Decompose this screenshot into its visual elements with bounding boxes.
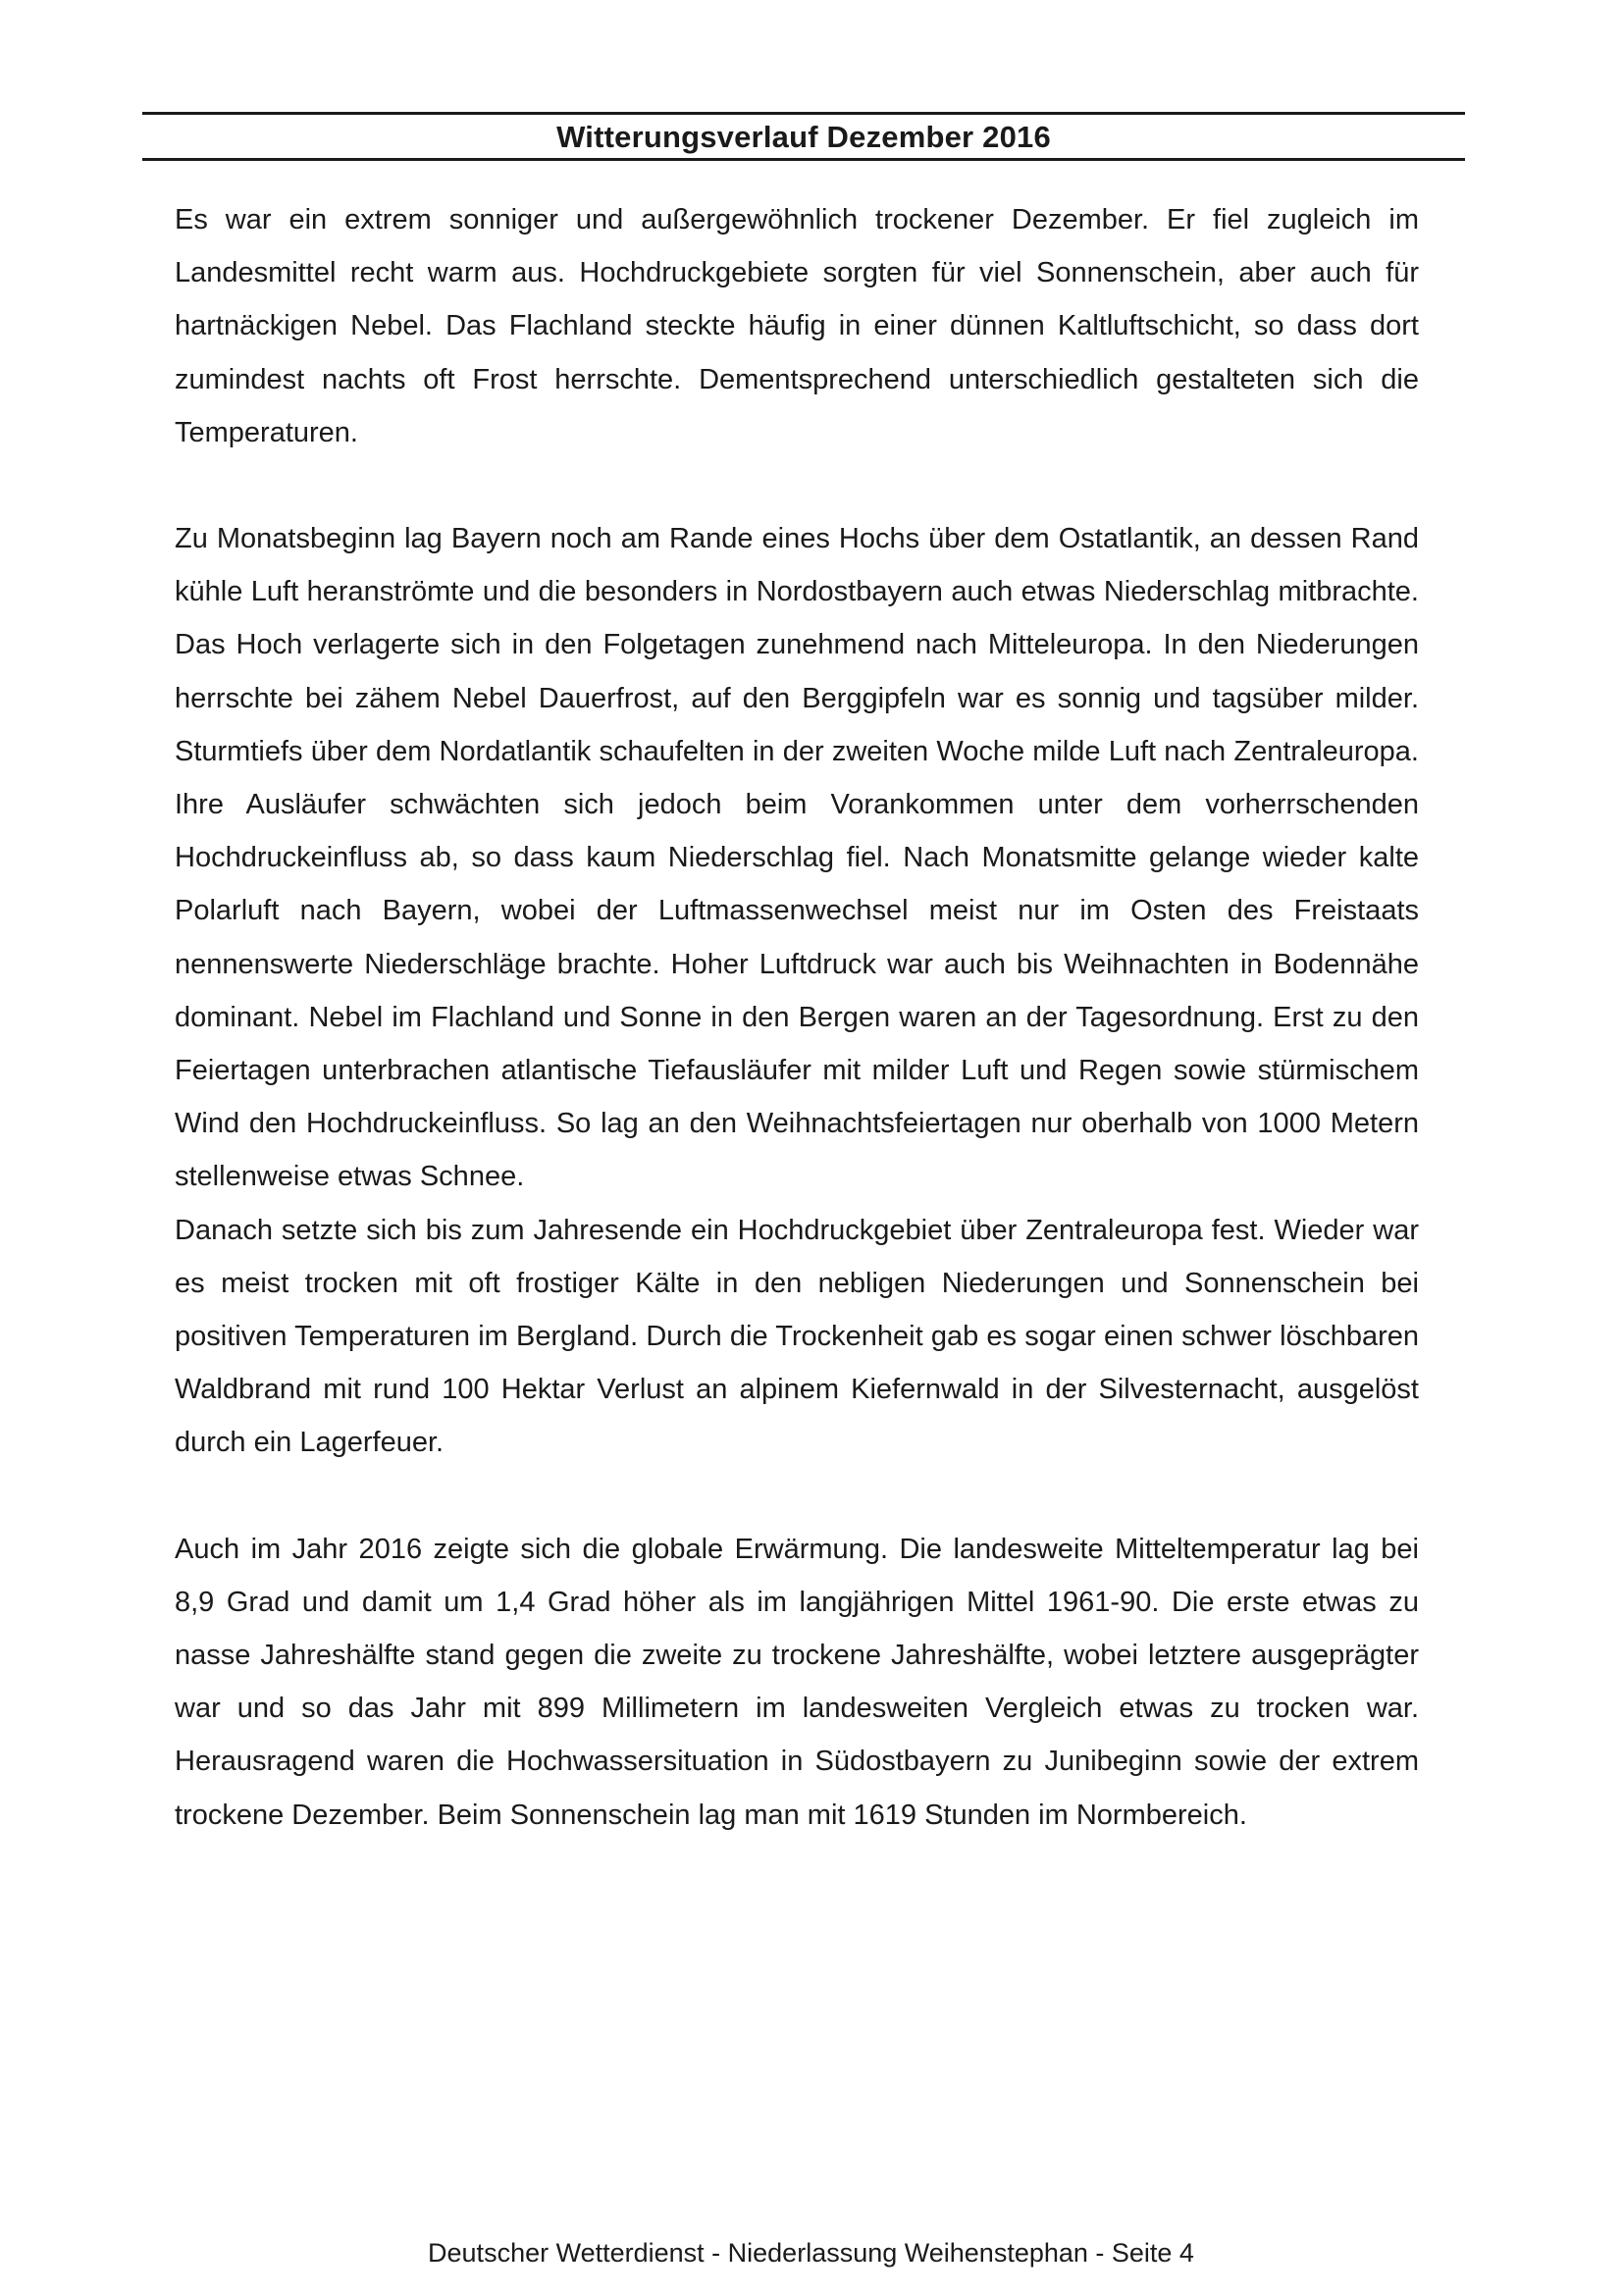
paragraph-month-course: Zu Monatsbeginn lag Bayern noch am Rande eines Hochs über dem Ostatlantik, an dessen Rand kühle Luft heranströmte und die besonders in Nordostbayern auch etwas Niederschlag mitbrachte. Das Hoch verlagerte sich in den Folgetagen zunehmend nach Mitteleuropa. In den Niederungen herrschte bei zähem Nebel Dauerfrost, auf den Berggipfeln war es sonnig und tagsüber milder. Sturmtiefs über dem Nordatlantik schaufelten in der zweiten Woche milde Luft nach Zentraleuropa. Ihre Ausläufer schwächten sich jedoch beim Vorankommen unter dem vorherrschenden Hochdruckeinfluss ab, so dass kaum Niederschlag fiel. Nach Monatsmitte gelange wieder kalte Polarluft nach Bayern, wobei der Luftmassenwechsel meist nur im Osten des Freistaats nennenswerte Niederschläge brachte. Hoher Luftdruck war auch bis Weihnachten in Bodennähe dominant. Nebel im Flachland und Sonne in den Bergen waren an der Tagesordnung. Erst zu den Feiertagen unterbrachen atlantische Tiefausläufer mit milder Luft und Regen sowie stürmischem Wind den Hochdruckeinfluss. So lag an den Weihnachtsfeiertagen nur oberhalb von 1000 Metern stellenweise etwas Schnee. xyxy=(175,523,1419,1193)
paragraph-annual-summary: Auch im Jahr 2016 zeigte sich die globale Erwärmung. Die landesweite Mitteltemperatur lag bei 8,9 Grad und damit um 1,4 Grad höher als im langjährigen Mittel 1961-90. Die erste etwas zu nasse Jahreshälfte stand gegen die zweite zu trockene Jahreshälfte, wobei letztere ausgeprägter war und so das Jahr mit 899 Millimetern im landesweiten Vergleich etwas zu trocken war. Herausragend waren die Hochwassersituation in Südostbayern zu Junibeginn sowie der extrem trockene Dezember. Beim Sonnenschein lag man mit 1619 Stunden im Normbereich. xyxy=(175,1533,1419,1831)
paragraph-year-end: Danach setzte sich bis zum Jahresende ein Hochdruckgebiet über Zentraleuropa fest. Wieder war es meist trocken mit oft frostiger Kälte in den nebligen Niederungen und Sonnenschein bei positiven Temperaturen im Bergland. Durch die Trockenheit gab es sogar einen schwer löschbaren Waldbrand mit rund 100 Hektar Verlust an alpinem Kiefernwald in der Silvesternacht, ausgelöst durch ein Lagerfeuer. xyxy=(175,1214,1419,1459)
paragraph-intro: Es war ein extrem sonniger und außergewöhnlich trockener Dezember. Er fiel zugleich im Landesmittel recht warm aus. Hochdruckgebiete sorgten für viel Sonnenschein, aber auch für hartnäckigen Nebel. Das Flachland steckte häufig in einer dünnen Kaltluftschicht, so dass dort zumindest nachts oft Frost herrschte. Dementsprechend unterschiedlich gestalteten sich die Temperaturen. xyxy=(175,204,1419,448)
page-footer: Deutscher Wetterdienst - Niederlassung Weihenstephan - Seite 4 xyxy=(428,2238,1194,2268)
title-bar xyxy=(142,112,1465,161)
page-title: Witterungsverlauf Dezember 2016 xyxy=(556,119,1051,154)
body-text xyxy=(175,193,1419,1842)
